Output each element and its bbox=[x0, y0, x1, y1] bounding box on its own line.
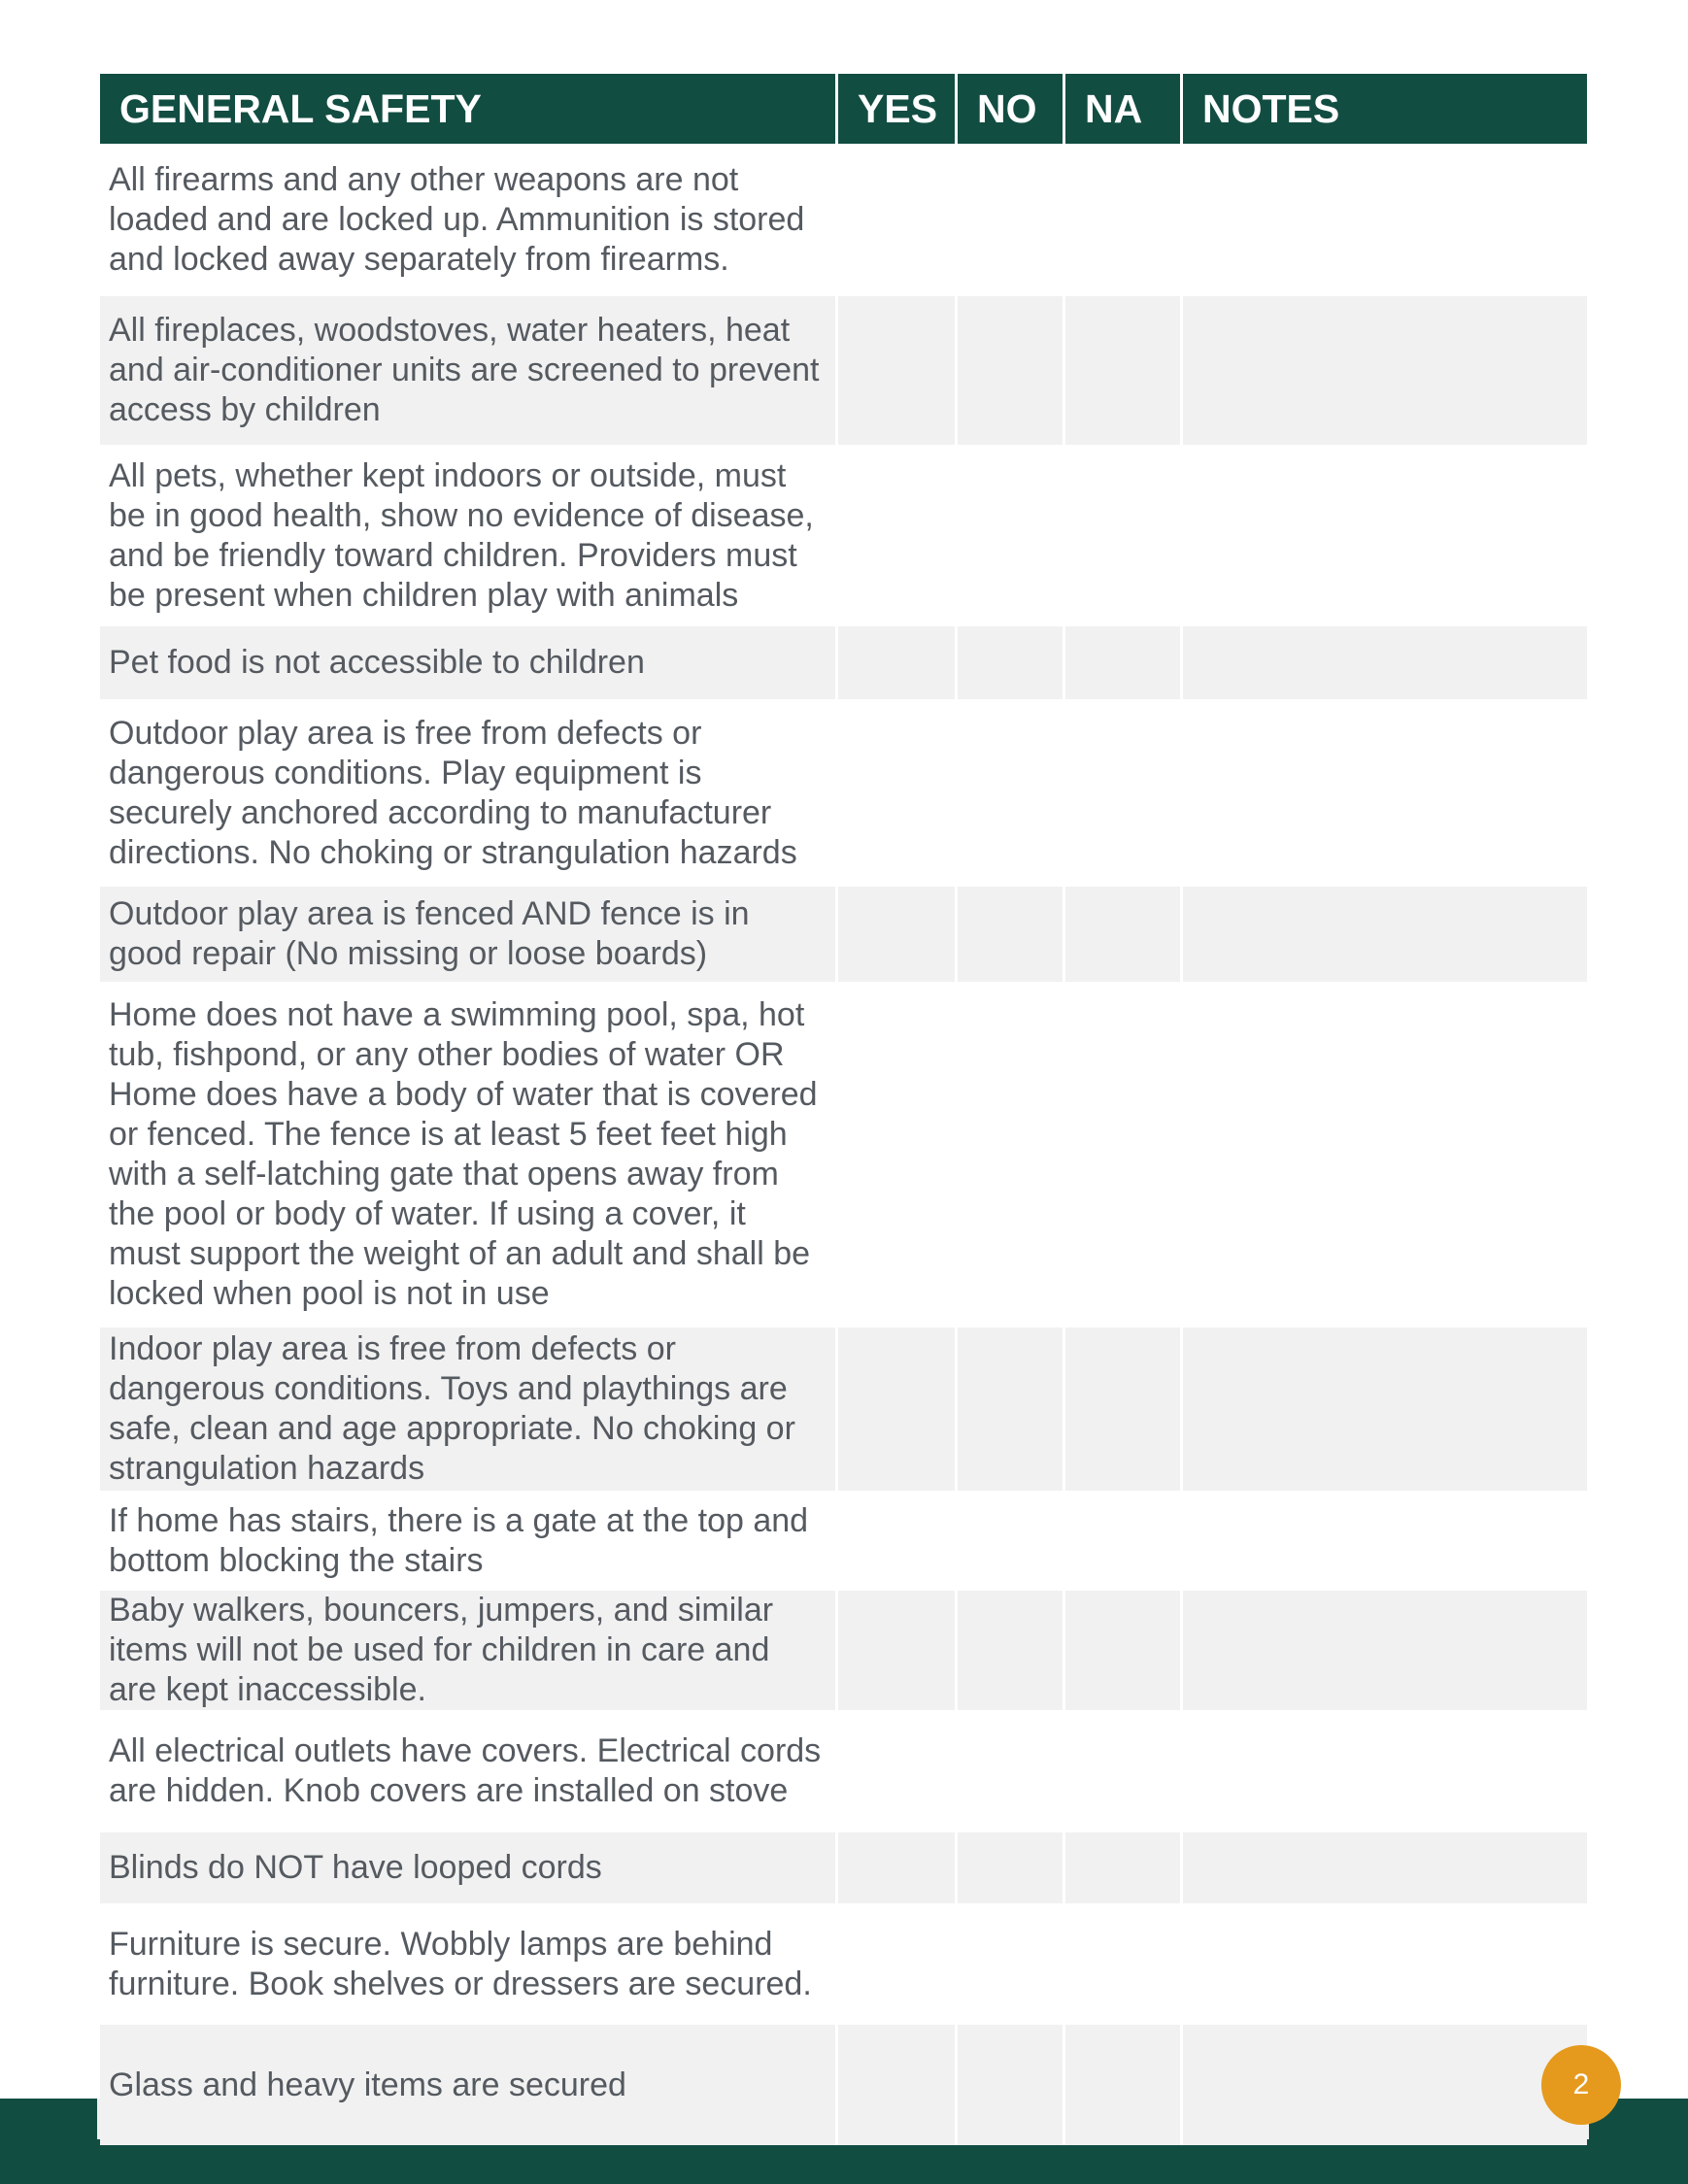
table-row bbox=[100, 1832, 1587, 1903]
item-text: Baby walkers, bouncers, jumpers, and similar items will not be used for children in care and are kept inaccessible. bbox=[100, 1591, 838, 1710]
na-cell[interactable] bbox=[1065, 2025, 1183, 2145]
yes-cell[interactable] bbox=[838, 1903, 958, 2025]
item-text: All pets, whether kept indoors or outside, must be in good health, show no evidence of disease, and be friendly toward children. Providers must be present when children play with animals bbox=[100, 445, 838, 626]
no-cell[interactable] bbox=[958, 296, 1065, 445]
yes-cell[interactable] bbox=[838, 1710, 958, 1832]
notes-cell[interactable] bbox=[1183, 982, 1587, 1327]
no-cell[interactable] bbox=[958, 626, 1065, 699]
table-row bbox=[100, 445, 1587, 626]
notes-cell[interactable] bbox=[1183, 1903, 1587, 2025]
na-cell[interactable] bbox=[1065, 982, 1183, 1327]
yes-cell[interactable] bbox=[838, 1591, 958, 1710]
na-cell[interactable] bbox=[1065, 1327, 1183, 1491]
na-cell[interactable] bbox=[1065, 1491, 1183, 1591]
na-cell[interactable] bbox=[1065, 445, 1183, 626]
item-text: Furniture is secure. Wobbly lamps are behind furniture. Book shelves or dressers are secured. bbox=[100, 1903, 838, 2025]
yes-cell[interactable] bbox=[838, 2025, 958, 2145]
item-text: Pet food is not accessible to children bbox=[100, 626, 838, 699]
item-text: Glass and heavy items are secured bbox=[100, 2025, 838, 2145]
table-row bbox=[100, 699, 1587, 887]
item-text: Outdoor play area is fenced AND fence is in good repair (No missing or loose boards) bbox=[100, 887, 838, 982]
item-text: Blinds do NOT have looped cords bbox=[100, 1832, 838, 1903]
table-row bbox=[100, 1903, 1587, 2025]
no-cell[interactable] bbox=[958, 982, 1065, 1327]
table-row bbox=[100, 1710, 1587, 1832]
yes-cell[interactable] bbox=[838, 1327, 958, 1491]
notes-cell[interactable] bbox=[1183, 887, 1587, 982]
yes-cell[interactable] bbox=[838, 445, 958, 626]
no-cell[interactable] bbox=[958, 1903, 1065, 2025]
item-text: Outdoor play area is free from defects or dangerous conditions. Play equipment is securely anchored according to manufacturer directions. No choking or strangulation hazards bbox=[100, 699, 838, 887]
no-cell[interactable] bbox=[958, 699, 1065, 887]
header-no: NO bbox=[958, 74, 1065, 144]
notes-cell[interactable] bbox=[1183, 2025, 1587, 2145]
table-row bbox=[100, 1491, 1587, 1591]
table-row bbox=[100, 2025, 1587, 2145]
na-cell[interactable] bbox=[1065, 1710, 1183, 1832]
na-cell[interactable] bbox=[1065, 626, 1183, 699]
table-row bbox=[100, 144, 1587, 296]
na-cell[interactable] bbox=[1065, 1903, 1183, 2025]
yes-cell[interactable] bbox=[838, 887, 958, 982]
table-row bbox=[100, 626, 1587, 699]
no-cell[interactable] bbox=[958, 1591, 1065, 1710]
no-cell[interactable] bbox=[958, 445, 1065, 626]
table-row bbox=[100, 1327, 1587, 1491]
table-row bbox=[100, 982, 1587, 1327]
table-row bbox=[100, 296, 1587, 445]
yes-cell[interactable] bbox=[838, 1491, 958, 1591]
item-text: All electrical outlets have covers. Electrical cords are hidden. Knob covers are installed on stove bbox=[100, 1710, 838, 1832]
na-cell[interactable] bbox=[1065, 699, 1183, 887]
general-safety-checklist bbox=[100, 74, 1587, 2145]
table-row bbox=[100, 887, 1587, 982]
header-notes: NOTES bbox=[1183, 74, 1587, 144]
notes-cell[interactable] bbox=[1183, 1491, 1587, 1591]
na-cell[interactable] bbox=[1065, 1591, 1183, 1710]
header-general-safety: GENERAL SAFETY bbox=[100, 74, 838, 144]
notes-cell[interactable] bbox=[1183, 699, 1587, 887]
header-yes: YES bbox=[838, 74, 958, 144]
notes-cell[interactable] bbox=[1183, 626, 1587, 699]
no-cell[interactable] bbox=[958, 1491, 1065, 1591]
na-cell[interactable] bbox=[1065, 1832, 1183, 1903]
notes-cell[interactable] bbox=[1183, 1327, 1587, 1491]
yes-cell[interactable] bbox=[838, 144, 958, 296]
no-cell[interactable] bbox=[958, 1832, 1065, 1903]
header-row bbox=[100, 74, 1587, 144]
item-text: All firearms and any other weapons are not loaded and are locked up. Ammunition is stored and locked away separately from firearms. bbox=[100, 144, 838, 296]
no-cell[interactable] bbox=[958, 887, 1065, 982]
na-cell[interactable] bbox=[1065, 144, 1183, 296]
notes-cell[interactable] bbox=[1183, 1710, 1587, 1832]
item-text: Home does not have a swimming pool, spa, hot tub, fishpond, or any other bodies of water OR Home does have a body of water that is covered or fenced. The fence is at least 5 feet feet high with a self-latching gate that opens away from the pool or body of water. If using a cover, it must support the weight of an adult and shall be locked when pool is not in use bbox=[100, 982, 838, 1327]
no-cell[interactable] bbox=[958, 144, 1065, 296]
notes-cell[interactable] bbox=[1183, 1832, 1587, 1903]
na-cell[interactable] bbox=[1065, 887, 1183, 982]
page-number-badge: 2 bbox=[1541, 2045, 1621, 2125]
header-na: NA bbox=[1065, 74, 1183, 144]
yes-cell[interactable] bbox=[838, 982, 958, 1327]
notes-cell[interactable] bbox=[1183, 144, 1587, 296]
no-cell[interactable] bbox=[958, 1710, 1065, 1832]
no-cell[interactable] bbox=[958, 2025, 1065, 2145]
yes-cell[interactable] bbox=[838, 296, 958, 445]
table-row bbox=[100, 1591, 1587, 1710]
notes-cell[interactable] bbox=[1183, 296, 1587, 445]
na-cell[interactable] bbox=[1065, 296, 1183, 445]
yes-cell[interactable] bbox=[838, 1832, 958, 1903]
item-text: If home has stairs, there is a gate at the top and bottom blocking the stairs bbox=[100, 1491, 838, 1591]
notes-cell[interactable] bbox=[1183, 1591, 1587, 1710]
notes-cell[interactable] bbox=[1183, 445, 1587, 626]
yes-cell[interactable] bbox=[838, 699, 958, 887]
yes-cell[interactable] bbox=[838, 626, 958, 699]
item-text: All fireplaces, woodstoves, water heaters, heat and air-conditioner units are screened to prevent access by children bbox=[100, 296, 838, 445]
item-text: Indoor play area is free from defects or dangerous conditions. Toys and playthings are safe, clean and age appropriate. No choking or strangulation hazards bbox=[100, 1327, 838, 1491]
no-cell[interactable] bbox=[958, 1327, 1065, 1491]
